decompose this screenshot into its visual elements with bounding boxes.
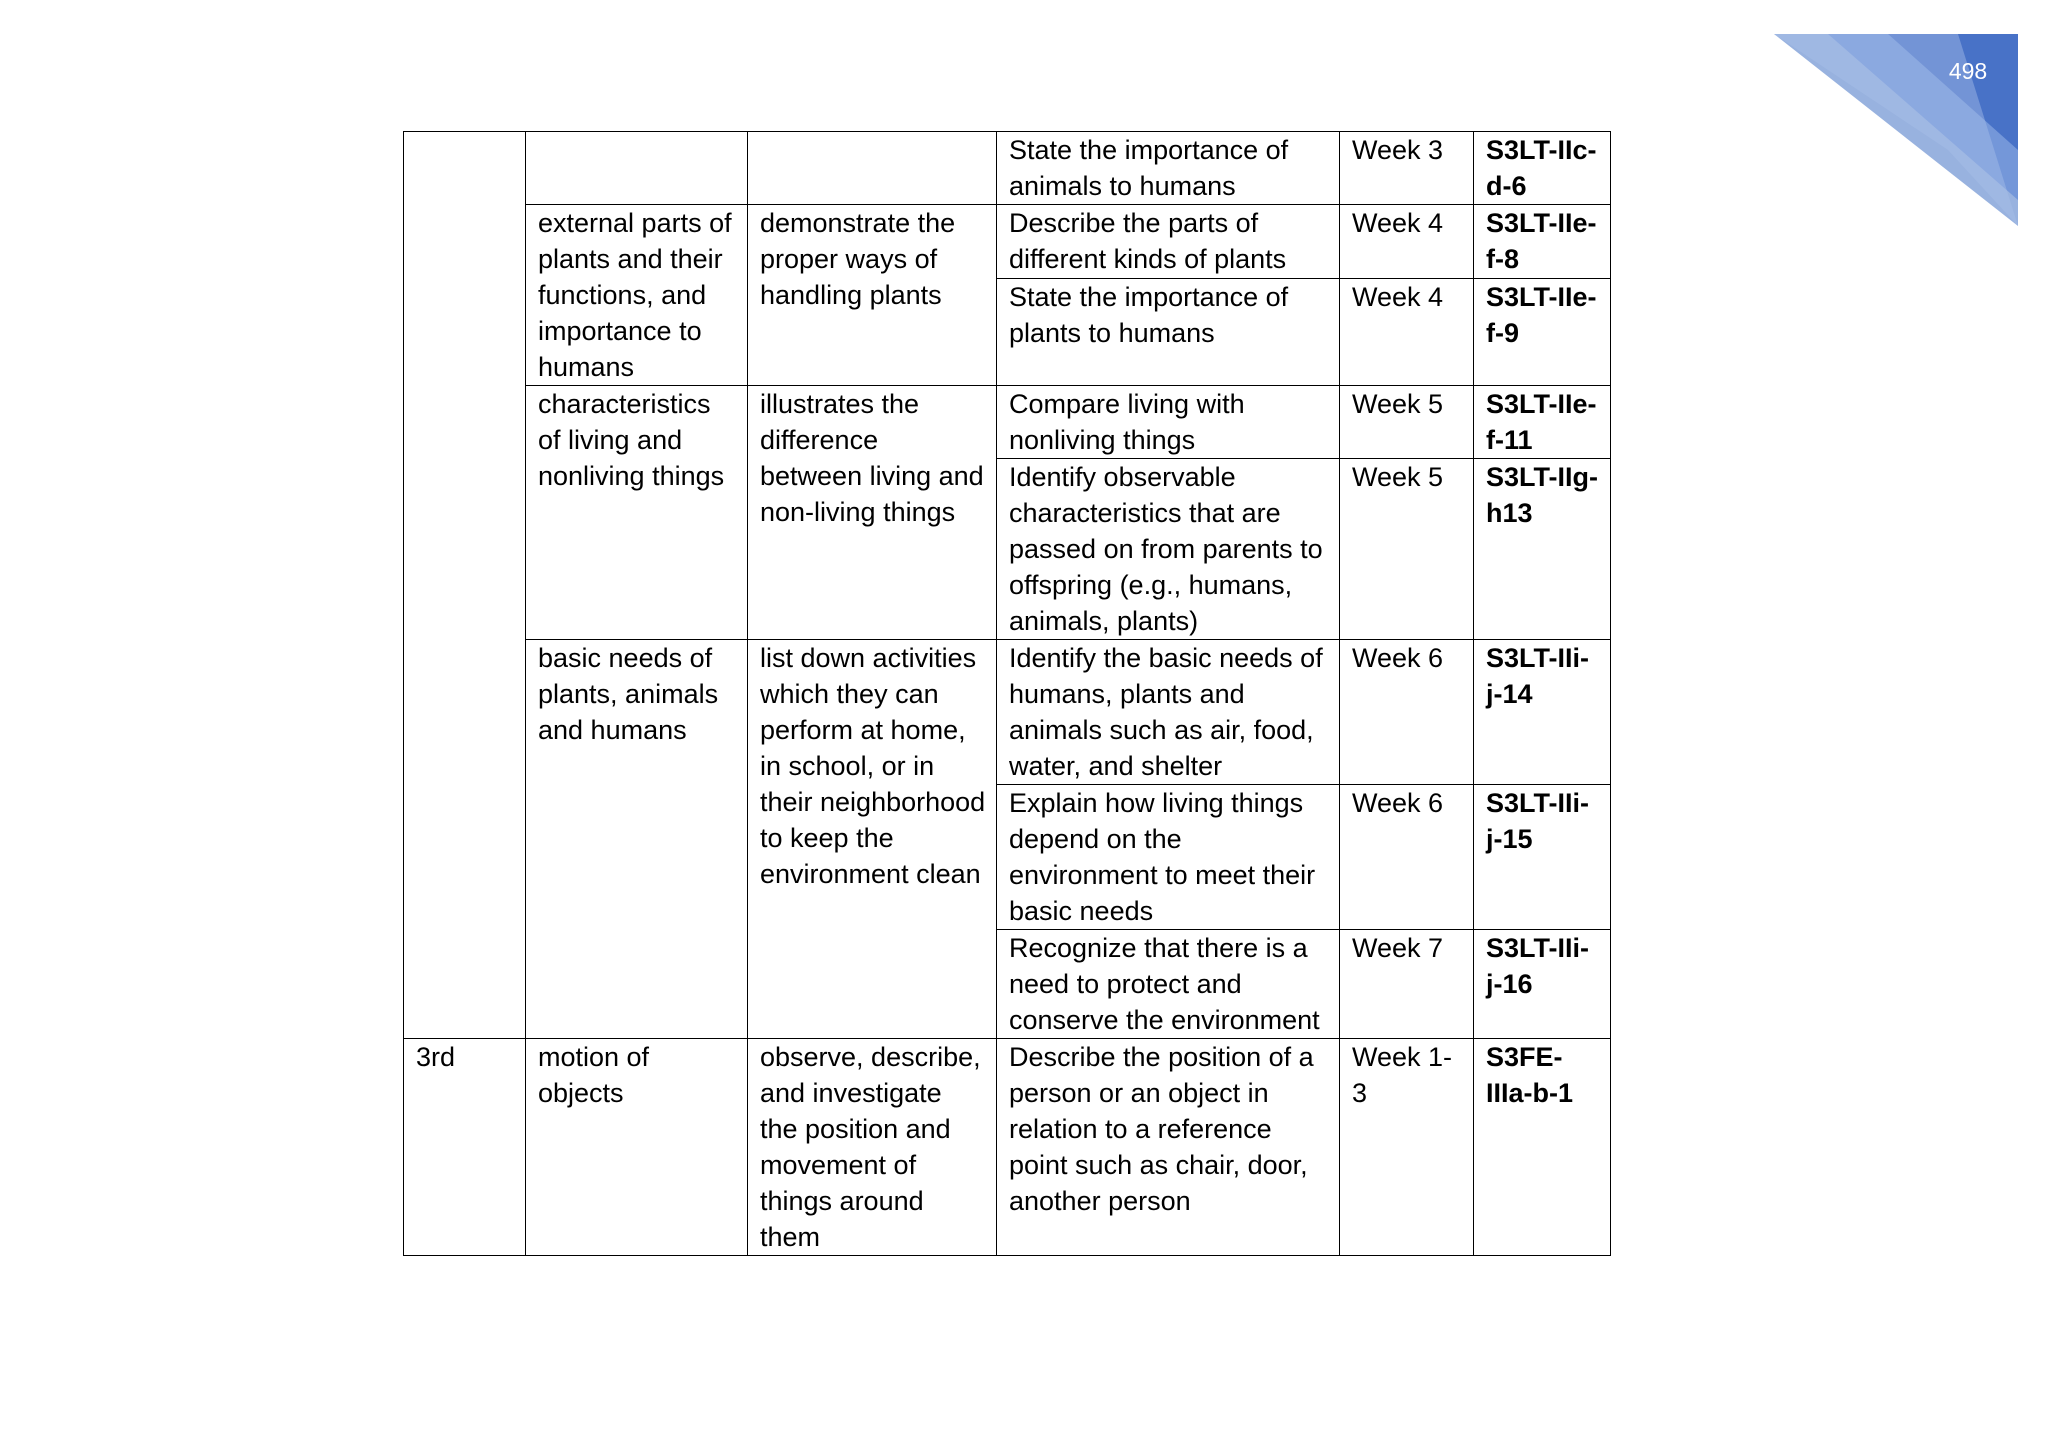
code-cell: S3LT-IIc-d-6: [1474, 132, 1611, 205]
week-cell: Week 4: [1340, 279, 1474, 386]
week-cell: Week 5: [1340, 386, 1474, 459]
code-cell: S3LT-IIg-h13: [1474, 459, 1611, 640]
week-cell: Week 3: [1340, 132, 1474, 205]
quarter-cell: 3rd: [404, 1039, 526, 1256]
code-cell: S3LT-IIe-f-8: [1474, 205, 1611, 279]
competency-cell: Describe the parts of different kinds of plants: [997, 205, 1340, 279]
performance-cell: illustrates the difference between living and non-living things: [748, 386, 997, 640]
table-row: [404, 132, 1611, 205]
week-cell: Week 5: [1340, 459, 1474, 640]
table-row: [404, 205, 1611, 279]
performance-cell: observe, describe, and investigate the position and movement of things around them: [748, 1039, 997, 1256]
content-cell: external parts of plants and their functions, and importance to humans: [526, 205, 748, 386]
competency-cell: Recognize that there is a need to protect and conserve the environment: [997, 930, 1340, 1039]
competency-cell: Explain how living things depend on the environment to meet their basic needs: [997, 785, 1340, 930]
code-cell: S3LT-IIi-j-16: [1474, 930, 1611, 1039]
competency-cell: State the importance of plants to humans: [997, 279, 1340, 386]
content-cell: [526, 132, 748, 205]
competency-cell: Describe the position of a person or an object in relation to a reference point such as chair, door, another person: [997, 1039, 1340, 1256]
week-cell: Week 7: [1340, 930, 1474, 1039]
performance-cell: demonstrate the proper ways of handling plants: [748, 205, 997, 386]
content-cell: motion of objects: [526, 1039, 748, 1256]
code-cell: S3LT-IIi-j-14: [1474, 640, 1611, 785]
code-cell: S3LT-IIi-j-15: [1474, 785, 1611, 930]
competency-cell: Compare living with nonliving things: [997, 386, 1340, 459]
week-cell: Week 6: [1340, 640, 1474, 785]
week-cell: Week 4: [1340, 205, 1474, 279]
code-cell: S3FE-IIIa-b-1: [1474, 1039, 1611, 1256]
competency-cell: Identify observable characteristics that are passed on from parents to offspring (e.g., humans, animals, plants): [997, 459, 1340, 640]
content-cell: basic needs of plants, animals and humans: [526, 640, 748, 1039]
week-cell: Week 6: [1340, 785, 1474, 930]
code-cell: S3LT-IIe-f-11: [1474, 386, 1611, 459]
page-number: 498: [1948, 58, 1988, 84]
content-cell: characteristics of living and nonliving things: [526, 386, 748, 640]
table-row: [404, 386, 1611, 459]
performance-cell: list down activities which they can perform at home, in school, or in their neighborhood to keep the environment clean: [748, 640, 997, 1039]
code-cell: S3LT-IIe-f-9: [1474, 279, 1611, 386]
competency-cell: Identify the basic needs of humans, plants and animals such as air, food, water, and shelter: [997, 640, 1340, 785]
competency-cell: State the importance of animals to humans: [997, 132, 1340, 205]
quarter-cell: [404, 132, 526, 1039]
performance-cell: [748, 132, 997, 205]
curriculum-table: [403, 131, 1611, 1256]
corner-decoration: [1708, 0, 2048, 260]
table-row: [404, 640, 1611, 785]
table-row: [404, 1039, 1611, 1256]
week-cell: Week 1-3: [1340, 1039, 1474, 1256]
